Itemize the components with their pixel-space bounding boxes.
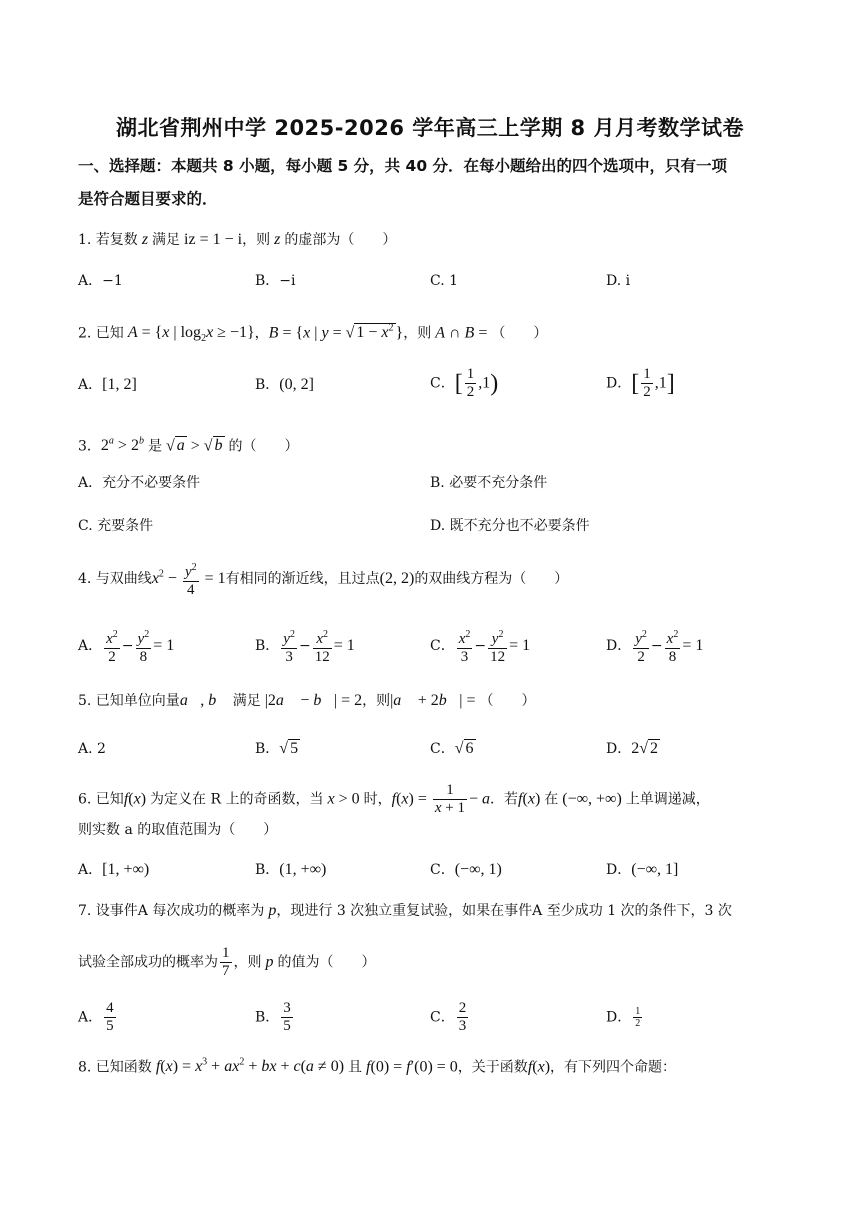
q6-option-c[interactable]: C．(−∞, 1) xyxy=(430,861,502,878)
section-heading-line-1: 一、选择题：本题共 8 小题，每小题 5 分，共 40 分．在每小题给出的四个选项中，只有一项 xyxy=(78,157,728,175)
q3-math-2: √ a > √ b xyxy=(161,437,223,455)
q4-option-a[interactable]: A． $\frac{x^2}{2}$ − $\frac{y^2}{8}$ = 1 xyxy=(78,626,174,666)
q6-math-interval: (−∞, +∞) xyxy=(558,790,626,808)
q5-option-c[interactable]: C．√ 6 xyxy=(430,740,474,757)
q5-option-b[interactable]: B．√ 5 xyxy=(255,740,299,757)
q6-option-c-label: C． xyxy=(430,862,455,878)
q2-math-a: A = {x | $\log_2x \ge -1$} xyxy=(127,324,255,345)
q4-option-d-label: D． xyxy=(606,638,632,654)
q6-math-frac: $\frac{1}{x + 1}$ xyxy=(434,782,466,816)
q5-option-c-label: C． xyxy=(430,741,455,757)
q4-math-frac: $\frac{y^2}{4}$ xyxy=(183,559,199,599)
q7-math-frac: $\frac{1}{7}$ xyxy=(222,945,230,979)
q7-text: 7. 设事件A 每次成功的概率为 xyxy=(78,903,265,919)
q7-math-p2: p xyxy=(261,953,278,971)
q2-option-b[interactable] xyxy=(255,374,314,396)
q4-math-1: $x^2$ − xyxy=(151,568,181,587)
question-7 xyxy=(78,900,798,922)
q6-option-b[interactable]: B．(1, +∞) xyxy=(255,861,327,878)
q1-number: 1. 若复数 xyxy=(78,232,138,248)
q1-option-b[interactable]: B．−i xyxy=(255,273,296,289)
q6-number: 6. 已知 xyxy=(78,791,124,808)
q4-option-b[interactable]: B． $\frac{y^2}{3}$ − $\frac{x^2}{12}$ = 1 xyxy=(255,626,355,666)
q7-option-b-label: B． xyxy=(255,1009,280,1026)
question-8 xyxy=(78,1052,798,1078)
q6-math-fx2: f(x) xyxy=(518,790,545,808)
q6-option-b-label: B． xyxy=(255,862,280,878)
q4-option-d[interactable]: D． $\frac{y^2}{2}$ − $\frac{x^2}{8}$ = 1 xyxy=(606,626,703,666)
q1-option-a[interactable]: A．−1 xyxy=(78,273,123,289)
q6-line-2: 则实数 a 的取值范围为（ ） xyxy=(78,822,278,838)
q7-option-c-label: C． xyxy=(430,1009,455,1026)
q6-text-4: 在 xyxy=(544,791,559,808)
q1-math-z: z xyxy=(137,231,153,248)
q2-text-2: ，则 xyxy=(403,325,432,342)
question-4: 4. 与双曲线$x^2$ − $\frac{y^2}{4}$ = 1有相同的渐近线，且过点(2, 2)的双曲线方程为（ ） xyxy=(78,559,798,599)
q1-math-z2: z xyxy=(270,231,285,248)
section-heading xyxy=(78,150,788,216)
q2-option-a-math: [1, 2] xyxy=(102,376,137,393)
q6-option-d[interactable]: D．(−∞, 1] xyxy=(606,861,679,878)
q2-number: 2. 已知 xyxy=(78,325,124,342)
q8-math-def: $f(x) = x^3 + ax^2$ + bx + c(a ≠ 0) xyxy=(155,1057,349,1076)
q8-text-3: ，有下列四个命题： xyxy=(550,1059,677,1076)
q8-math-cond: f(0) = f′(0) = 0 xyxy=(366,1058,458,1076)
q2-text: ， xyxy=(254,325,269,342)
q6-math-fx: f(x) xyxy=(123,790,151,808)
section-heading-line-2: 是符合题目要求的． xyxy=(78,190,218,208)
q8-math-fx: f(x) xyxy=(527,1058,551,1076)
question-6: 6. 已知f(x) 为定义在 R 上的奇函数，当 x > 0 时，f(x) = $\frac{1}{x + 1}$ − a．若f(x) 在 (−∞, +∞) 上单调递减， xyxy=(78,782,710,816)
q3-text: 是 xyxy=(147,438,162,455)
q3-option-d[interactable]: D. 既不充分也不必要条件 xyxy=(430,518,590,534)
q7-option-d[interactable]: D． $\frac{1}{2}$ xyxy=(606,1006,641,1029)
q6-text-2: 时， xyxy=(363,791,392,808)
q6-math-def: f(x) = xyxy=(391,790,431,808)
q2-option-a-label: A． xyxy=(78,377,103,393)
q5-text-3: （ ） xyxy=(479,693,536,709)
q2-option-b-label: B． xyxy=(255,377,280,393)
q7-line-2 xyxy=(78,945,798,980)
q4-option-b-label: B． xyxy=(255,638,280,654)
q6-text-5: 上单调递减， xyxy=(625,791,710,808)
q6-option-a-label: A． xyxy=(78,862,103,878)
q4-text-2: 的双曲线方程为（ ） xyxy=(414,571,569,587)
q2-text-3: （ ） xyxy=(491,325,548,342)
q6-option-d-label: D． xyxy=(606,862,632,878)
q4-option-c-label: C． xyxy=(430,638,455,654)
q2-option-b-math: (0, 2] xyxy=(279,376,314,393)
q7-option-d-label: D． xyxy=(606,1009,632,1026)
q6-math-cond: x > 0 xyxy=(327,790,364,808)
q5-option-d-label: D． xyxy=(606,741,632,757)
q2-option-c-label: C． xyxy=(430,375,455,392)
q5-option-a[interactable]: A. 2 xyxy=(78,741,106,757)
q3-number: 3． xyxy=(78,438,101,455)
q5-number: 5. 已知单位向量 xyxy=(78,693,180,709)
q4-option-a-label: A． xyxy=(78,638,103,654)
q5-math-3: |a⃗ + 2b⃗| = xyxy=(390,692,480,709)
q1-math-eq: iz = 1 − i xyxy=(180,231,243,248)
q7-math-p: p xyxy=(264,902,277,919)
q2-math-b: B = {x | y = √ $1 - x^2$ } xyxy=(268,323,404,342)
q7-option-a-label: A． xyxy=(78,1009,103,1026)
q8-text-2: ，关于函数 xyxy=(457,1059,528,1076)
q5-option-d[interactable]: D．2√ 2 xyxy=(606,740,659,757)
q6-text: 为定义在 R 上的奇函数，当 xyxy=(150,791,324,808)
q3-option-a[interactable]: A．充分不必要条件 xyxy=(78,475,201,491)
q8-number: 8. 已知函数 xyxy=(78,1059,152,1076)
q5-math-2: |2a⃗ − b⃗| = 2 xyxy=(260,692,363,709)
q6-option-a[interactable]: A．[1, +∞) xyxy=(78,861,150,878)
q1-option-d[interactable]: D. i xyxy=(606,273,631,289)
q7-text-5: 的值为（ ） xyxy=(277,954,376,971)
q5-text-2: ，则 xyxy=(362,693,391,709)
q2-option-d-label: D． xyxy=(606,375,632,392)
q7-text-2: ，现进行 3 次独立重复试验，如果在事件A 至少成功 1 次的条件下，3 次 xyxy=(276,903,732,919)
q3-option-b[interactable]: B. 必要不充分条件 xyxy=(430,475,548,491)
q2-option-c-frac: $\frac{1}{2}$ xyxy=(466,366,475,400)
q4-math-point: (2, 2) xyxy=(379,570,415,587)
q3-option-c[interactable]: C. 充要条件 xyxy=(78,518,154,534)
q5-option-b-label: B． xyxy=(255,741,280,757)
q4-option-c[interactable]: C． $\frac{x^2}{3}$ − $\frac{y^2}{12}$ = 1 xyxy=(430,626,530,666)
q7-option-a[interactable]: A． $\frac{4}{5}$ xyxy=(78,1000,114,1034)
q4-number: 4. 与双曲线 xyxy=(78,571,152,587)
q2-option-c[interactable]: C．[ $\frac{1}{2}$ ,1) xyxy=(430,366,499,400)
question-5 xyxy=(78,690,798,712)
q3-text-2: 的（ ） xyxy=(228,438,299,455)
question-3 xyxy=(78,431,798,457)
q5-text: 满足 xyxy=(232,693,261,709)
q1-option-c[interactable]: C. 1 xyxy=(430,273,459,289)
question-2 xyxy=(78,318,798,351)
q7-option-c[interactable]: C． $\frac{2}{3}$ xyxy=(430,1000,467,1034)
q6-text-3: ．若 xyxy=(490,791,519,808)
q3-math-1: $2^a > 2^b$ xyxy=(100,436,144,455)
q7-text-3: 试验全部成功的概率为 xyxy=(78,954,218,971)
q4-text: 有相同的渐近线，且过点 xyxy=(225,571,380,587)
q2-option-d-frac: $\frac{1}{2}$ xyxy=(643,366,651,400)
q7-text-4: ，则 xyxy=(233,954,262,971)
q1-text: 满足 xyxy=(152,232,181,248)
question-1 xyxy=(78,229,798,251)
q1-text-2: ，则 xyxy=(242,232,271,248)
q2-option-a[interactable] xyxy=(78,374,137,396)
exam-title: 湖北省荆州中学 2025-2026 学年高三上学期 8 月月考数学试卷 xyxy=(116,116,744,140)
q8-text: 且 xyxy=(348,1059,363,1076)
q5-math-1: a⃗, b⃗ xyxy=(179,692,229,709)
q2-option-d[interactable]: D．[ $\frac{1}{2}$ ,1] xyxy=(606,366,675,400)
q1-text-3: 的虚部为（ ） xyxy=(284,232,397,248)
q7-option-b[interactable]: B． $\frac{3}{5}$ xyxy=(255,1000,291,1034)
q2-math-ab: A ∩ B = xyxy=(435,324,492,342)
